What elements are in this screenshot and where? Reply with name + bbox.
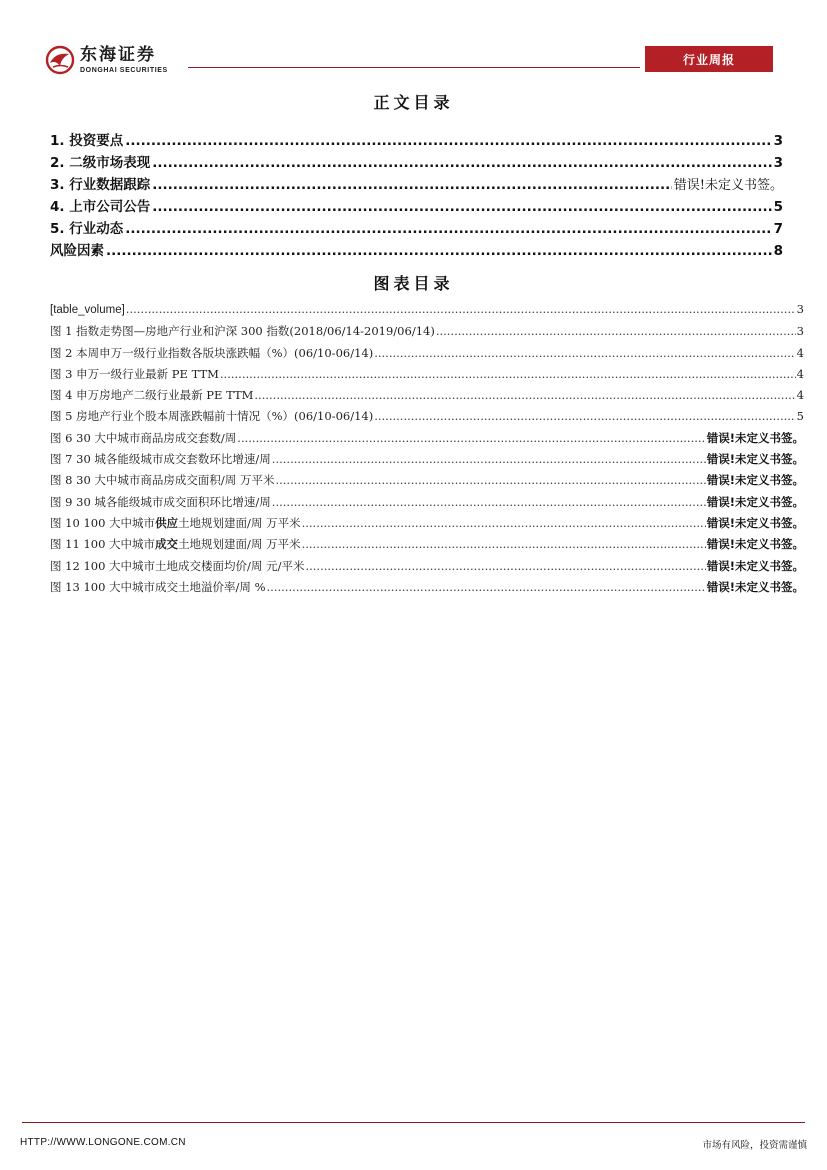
toc-entry[interactable] [50, 217, 783, 239]
figure-leader-dots [302, 516, 706, 530]
toc-entry-page: 5 [773, 199, 783, 215]
figure-leader-dots [237, 431, 705, 445]
figure-entry[interactable] [50, 387, 804, 408]
page-header [0, 0, 827, 80]
toc-entry-page: 8 [773, 243, 783, 259]
company-logo [44, 44, 184, 76]
figure-entry-page-error: 错误!未定义书签。 [706, 494, 804, 509]
logo-english-name: DONGHAI SECURITIES [80, 66, 168, 74]
figure-toc-title: 图表目录 [373, 274, 454, 293]
figure-leader-dots [275, 473, 705, 487]
body-toc-title: 正文目录 [373, 93, 454, 112]
figure-entry-label [50, 536, 301, 552]
figure-entry[interactable] [50, 558, 804, 579]
figure-entry[interactable] [50, 579, 804, 600]
toc-entry-page: 3 [773, 155, 783, 171]
toc-entry-label: 风险因素 [50, 243, 104, 259]
figure-entry[interactable] [50, 302, 804, 323]
figure-toc [50, 302, 804, 600]
toc-entry-page-error: 错误!未定义书签。 [673, 178, 783, 193]
figure-entry-page-error: 错误!未定义书签。 [706, 558, 804, 573]
report-type-badge: 行业周报 [645, 46, 773, 72]
figure-entry-page-error: 错误!未定义书签。 [706, 473, 804, 488]
figure-entry-label: 图 5 房地产行业个股本周涨跌幅前十情况（%）(06/10-06/14) [50, 409, 374, 424]
figure-entry-page-error: 错误!未定义书签。 [706, 515, 804, 530]
footer-website-link[interactable]: HTTP://WWW.LONGONE.COM.CN [20, 1137, 186, 1148]
body-toc [50, 129, 783, 261]
figure-entry[interactable] [50, 472, 804, 493]
footer-divider [22, 1122, 805, 1123]
figure-entry-label: 图 4 申万房地产二级行业最新 PE TTM [50, 388, 254, 403]
figure-entry-label: 图 7 30 城各能级城市成交套数环比增速/周 [50, 452, 271, 467]
figure-entry-page: 3 [796, 324, 804, 339]
figure-entry[interactable] [50, 366, 804, 387]
figure-leader-dots [267, 580, 706, 594]
figure-leader-dots [220, 367, 796, 381]
figure-entry-label-emphasis: 成交 [155, 537, 179, 552]
figure-entry-label: 图 1 指数走势图—房地产行业和沪深 300 指数(2018/06/14-2019/06/14) [50, 324, 435, 339]
toc-leader-dots [152, 155, 771, 171]
footer-risk-note: 市场有风险，投资需谨慎 [702, 1140, 807, 1151]
figure-entry-page-error: 错误!未定义书签。 [706, 537, 804, 552]
figure-entry[interactable] [50, 345, 804, 366]
toc-entry-page: 7 [773, 221, 783, 237]
figure-entry-label: 图 12 100 大中城市土地成交楼面均价/周 元/平米 [50, 558, 305, 573]
toc-entry[interactable] [50, 173, 783, 195]
figure-entry[interactable] [50, 430, 804, 451]
toc-entry-page: 3 [773, 133, 783, 149]
figure-leader-dots [305, 559, 705, 573]
toc-entry-label: 4. 上市公司公告 [50, 199, 151, 215]
figure-entry-page-error: 错误!未定义书签。 [706, 579, 804, 594]
figure-entry-label-emphasis: 供应 [155, 515, 179, 530]
figure-entry-page: 4 [796, 388, 804, 403]
figure-entry-page-error: 错误!未定义书签。 [706, 452, 804, 467]
toc-leader-dots [152, 177, 672, 193]
figure-entry-label: 图 8 30 大中城市商品房成交面积/周 万平米 [50, 473, 275, 488]
figure-entry-label-suffix: 土地规划建面/周 万平米 [178, 537, 301, 552]
figure-entry[interactable] [50, 451, 804, 472]
toc-entry-label: 5. 行业动态 [50, 221, 124, 237]
figure-entry-label: 图 6 30 大中城市商品房成交套数/周 [50, 430, 237, 445]
toc-entry[interactable] [50, 151, 783, 173]
toc-entry[interactable] [50, 195, 783, 217]
figure-entry-page: 4 [796, 366, 804, 381]
figure-leader-dots [126, 302, 796, 316]
toc-entry-label: 1. 投资要点 [50, 133, 124, 149]
figure-entry-label: 图 13 100 大中城市成交土地溢价率/周 % [50, 579, 266, 594]
figure-entry-label: 图 9 30 城各能级城市成交面积环比增速/周 [50, 494, 271, 509]
figure-entry[interactable] [50, 494, 804, 515]
figure-entry-label-suffix: 土地规划建面/周 万平米 [178, 515, 301, 530]
toc-leader-dots [106, 243, 772, 259]
figure-entry[interactable] [50, 408, 804, 429]
figure-leader-dots [272, 452, 706, 466]
toc-leader-dots [125, 221, 771, 237]
figure-entry[interactable] [50, 323, 804, 344]
toc-entry-label: 2. 二级市场表现 [50, 155, 151, 171]
figure-leader-dots [272, 495, 706, 509]
figure-leader-dots [436, 324, 796, 338]
toc-entry[interactable] [50, 129, 783, 151]
header-divider [188, 67, 640, 68]
donghai-logo-icon [44, 44, 76, 76]
toc-leader-dots [152, 199, 771, 215]
figure-leader-dots [254, 388, 795, 402]
figure-leader-dots [374, 346, 795, 360]
figure-entry-label: [table_volume] [50, 304, 125, 316]
toc-entry[interactable] [50, 239, 783, 261]
figure-entry-label [50, 515, 301, 531]
figure-entry-page: 4 [796, 345, 804, 360]
figure-entry-label-prefix: 图 10 100 大中城市 [50, 515, 156, 530]
figure-entry[interactable] [50, 536, 804, 557]
figure-leader-dots [374, 409, 795, 423]
figure-entry-label: 图 2 本周申万一级行业指数各版块涨跌幅（%）(06/10-06/14) [50, 345, 374, 360]
figure-entry-label: 图 3 申万一级行业最新 PE TTM [50, 366, 219, 381]
figure-entry-page: 3 [796, 302, 804, 316]
logo-chinese-name: 东海证券 [80, 44, 156, 65]
figure-entry[interactable] [50, 515, 804, 536]
toc-entry-label: 3. 行业数据跟踪 [50, 177, 151, 193]
figure-entry-label-prefix: 图 11 100 大中城市 [50, 537, 156, 552]
figure-entry-page-error: 错误!未定义书签。 [706, 430, 804, 445]
toc-leader-dots [125, 133, 771, 149]
figure-leader-dots [302, 537, 706, 551]
figure-entry-page: 5 [796, 409, 804, 424]
